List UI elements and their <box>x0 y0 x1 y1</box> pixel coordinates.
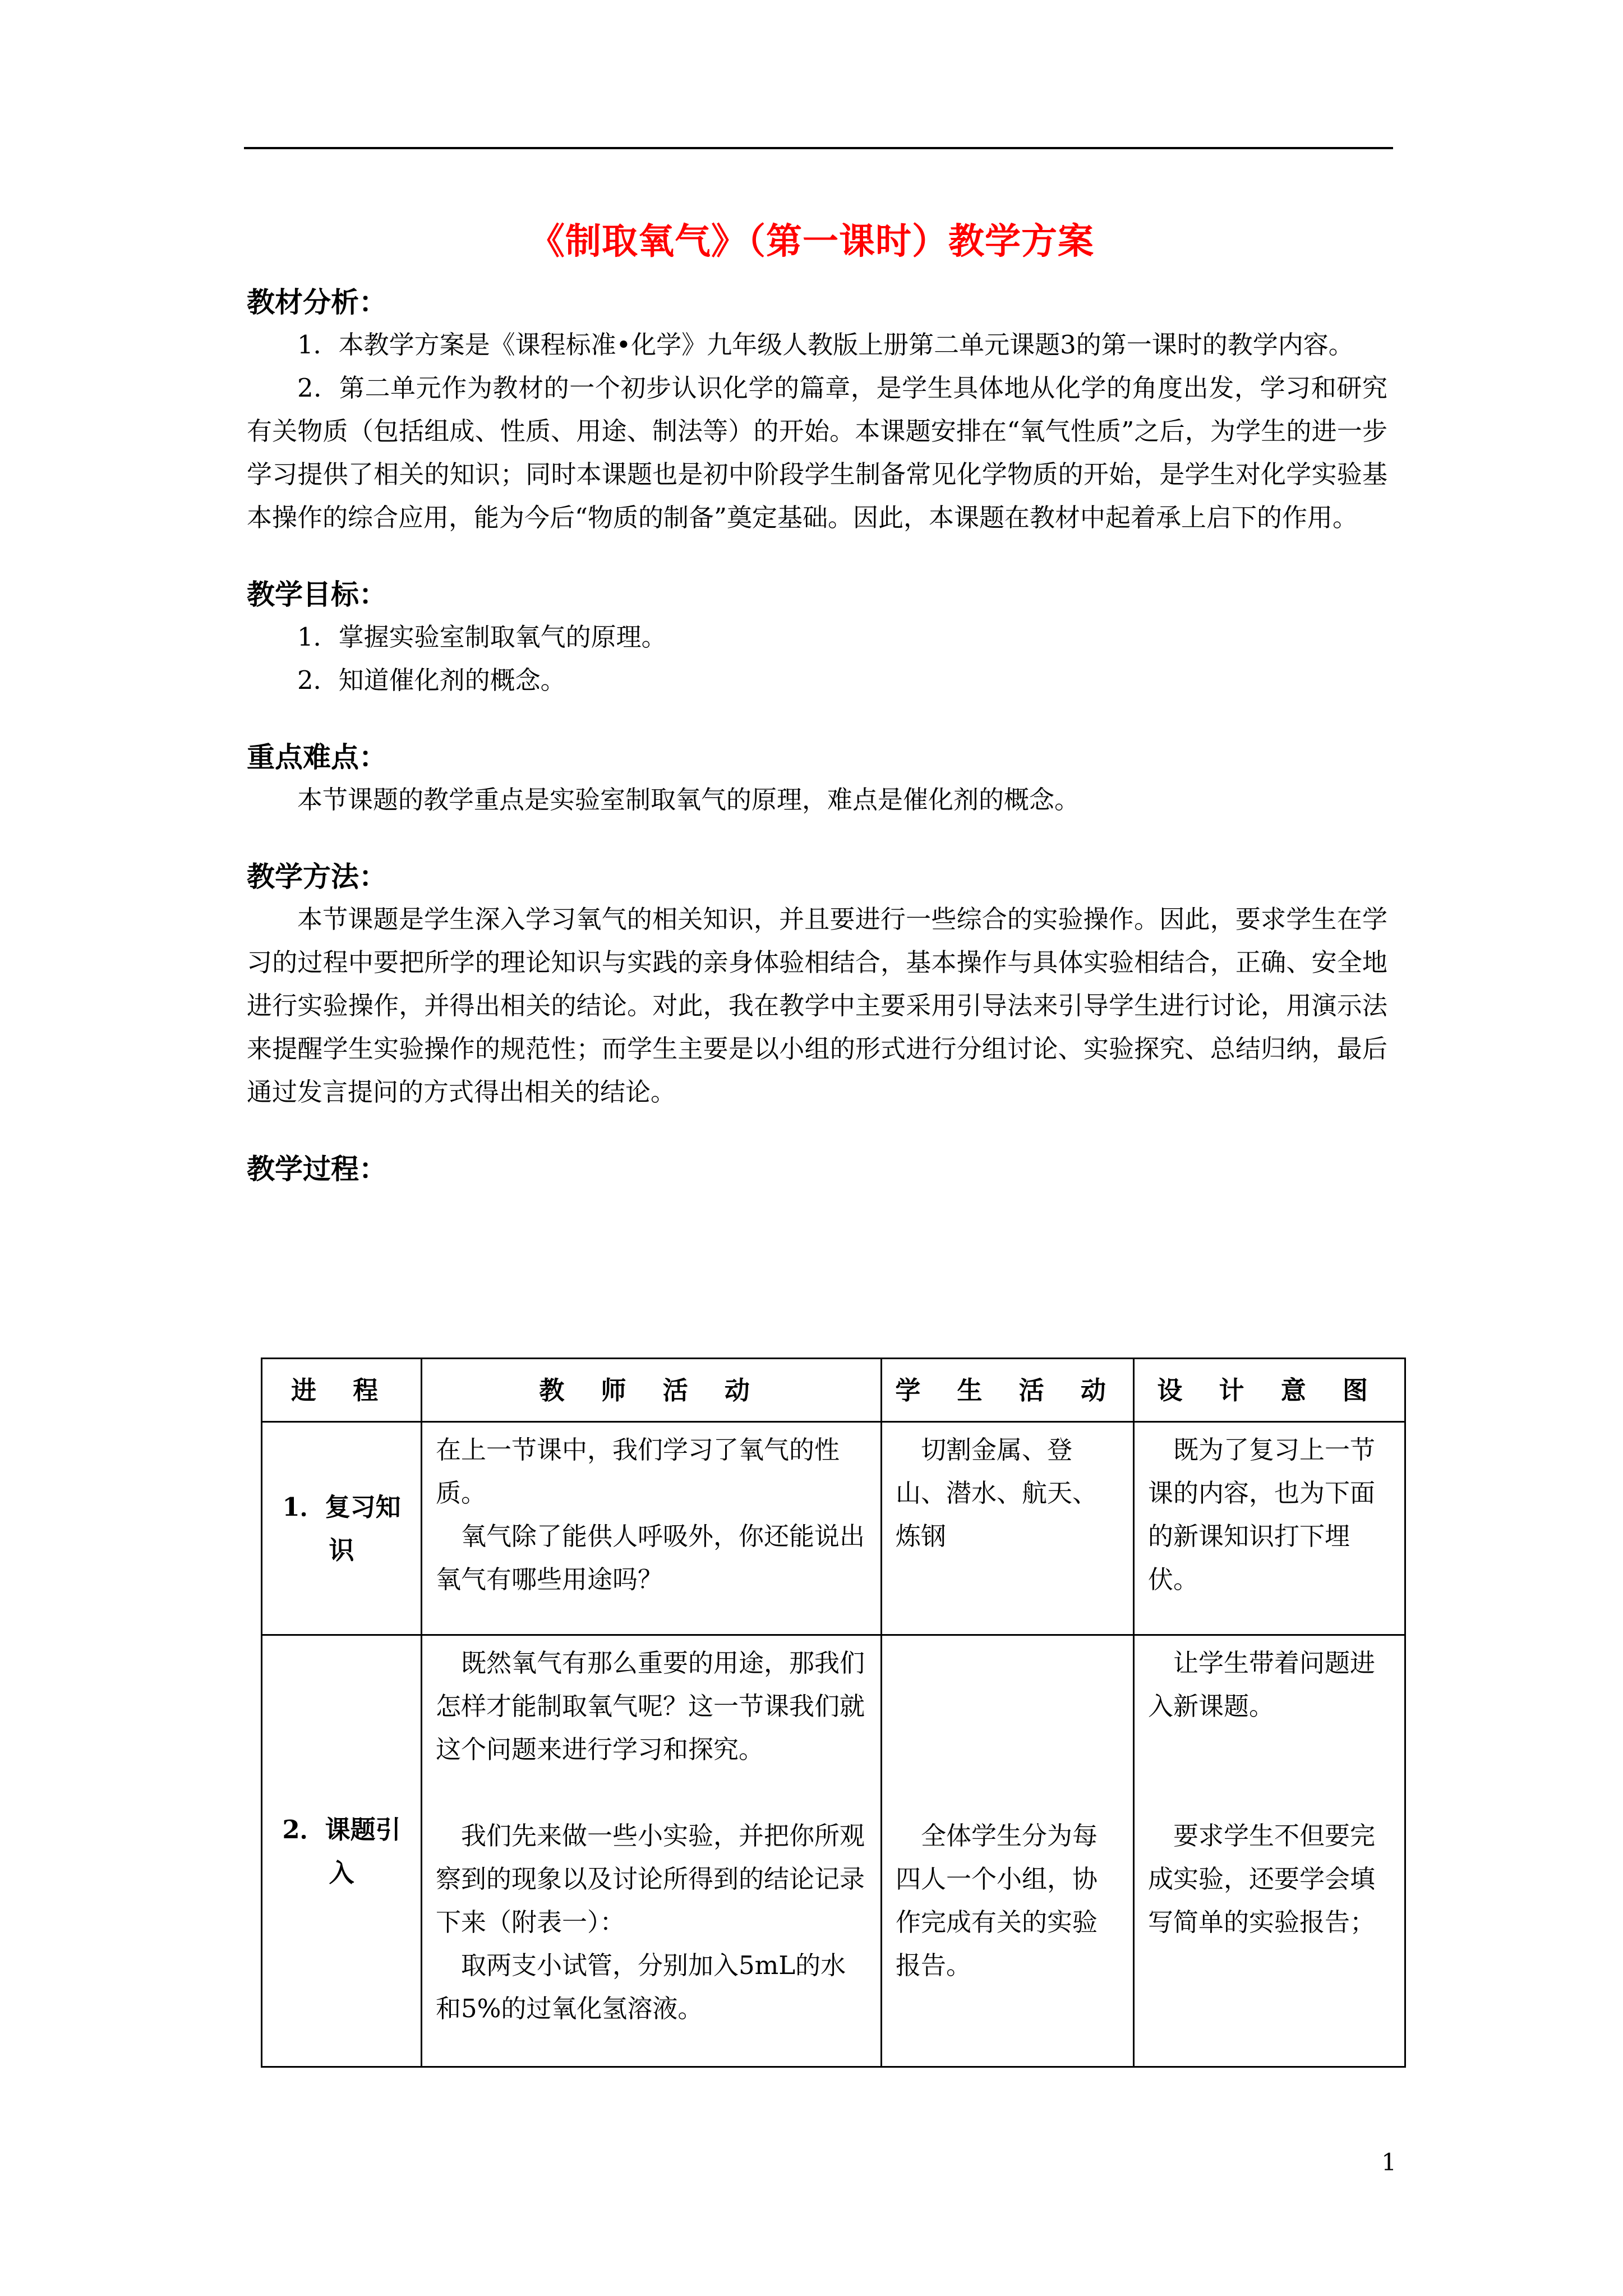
intent-text: 既为了复习上一节课的内容，也为下面的新课知识打下埋伏。 <box>1148 1435 1376 1594</box>
objective-2: 2．知道催化剂的概念。 <box>297 665 566 695</box>
teacher-text: 我们先来做一些小实验，并把你所观察到的现象以及讨论所得到的结论记录下来（附表一）： <box>436 1821 865 1937</box>
heading-objectives: 教学目标： <box>247 578 387 611</box>
teacher-text: 既然氧气有那么重要的用途，那我们怎样才能制取氧气呢？这一节课我们就这个问题来进行学习和探究。 <box>436 1648 865 1764</box>
table-header-row <box>262 1359 1405 1422</box>
heading-process: 教学过程： <box>247 1152 387 1185</box>
intent-text: 让学生带着问题进入新课题。 <box>1148 1648 1376 1721</box>
material-analysis-para-2: 2．第二单元作为教材的一个初步认识化学的篇章，是学生具体地从化学的角度出发，学习和研究有关物质（包括组成、性质、用途、制法等）的开始。本课题安排在“氧气性质”之后，为学生的进一步学习提供了相关的知识；同时本课题也是初中阶段学生制备常见化学物质的开始，是学生对化学实验基本操作的综合应用，能为今后“物质的制备”奠定基础。因此，本课题在教材中起着承上启下的作用。 <box>247 373 1387 532</box>
table-row <box>262 1635 1405 2067</box>
teacher-text: 氧气除了能供人呼吸外，你还能说出氧气有哪些用途吗？ <box>436 1521 865 1594</box>
table-row <box>262 1422 1405 1635</box>
student-text: 全体学生分为每四人一个小组，协作完成有关的实验报告。 <box>896 1821 1098 1980</box>
design-intent-cell <box>1134 1635 1405 2067</box>
heading-methods: 教学方法： <box>247 860 387 893</box>
process-table <box>261 1358 1406 2068</box>
student-activity-cell <box>882 1635 1134 2067</box>
document-title: 《制取氧气》（第一课时）教学方案 <box>529 220 1094 263</box>
stage-cell: 1．复习知识 <box>262 1422 422 1635</box>
header-stage: 进 程 <box>262 1359 422 1422</box>
objective-1: 1．掌握实验室制取氧气的原理。 <box>297 622 667 652</box>
design-intent-cell <box>1134 1422 1405 1635</box>
heading-key-points: 重点难点： <box>247 740 387 774</box>
header-design-intent: 设 计 意 图 <box>1134 1359 1405 1422</box>
page-number: 1 <box>1381 2148 1396 2176</box>
heading-material-analysis: 教材分析： <box>247 286 387 319</box>
material-analysis-para-1: 1．本教学方案是《课程标准•化学》九年级人教版上册第二单元课题3的第一课时的教学内容。 <box>297 330 1354 360</box>
teacher-text: 取两支小试管，分别加入5mL的水和5%的过氧化氢溶液。 <box>436 1950 846 2023</box>
teacher-activity-cell <box>422 1635 882 2067</box>
teacher-activity-cell <box>422 1422 882 1635</box>
header-rule <box>244 147 1393 149</box>
header-teacher-activity: 教 师 活 动 <box>422 1359 882 1422</box>
stage-cell: 2．课题引入 <box>262 1635 422 2067</box>
header-student-activity: 学 生 活 动 <box>882 1359 1134 1422</box>
student-text: 切割金属、登山、潜水、航天、炼钢 <box>896 1435 1098 1551</box>
key-points-para: 本节课题的教学重点是实验室制取氧气的原理，难点是催化剂的概念。 <box>297 785 1080 815</box>
student-activity-cell <box>882 1422 1134 1635</box>
methods-para: 本节课题是学生深入学习氧气的相关知识，并且要进行一些综合的实验操作。因此，要求学生在学习的过程中要把所学的理论知识与实践的亲身体验相结合，基本操作与具体实验相结合，正确、安全地进行实验操作，并得出相关的结论。对此，我在教学中主要采用引导法来引导学生进行讨论，用演示法来提醒学生实验操作的规范性；而学生主要是以小组的形式进行分组讨论、实验探究、总结归纳，最后通过发言提问的方式得出相关的结论。 <box>247 904 1387 1107</box>
teacher-text: 在上一节课中，我们学习了氧气的性质。 <box>436 1435 840 1508</box>
intent-text: 要求学生不但要完成实验，还要学会填写简单的实验报告； <box>1148 1821 1376 1937</box>
document-body <box>247 282 1387 1190</box>
